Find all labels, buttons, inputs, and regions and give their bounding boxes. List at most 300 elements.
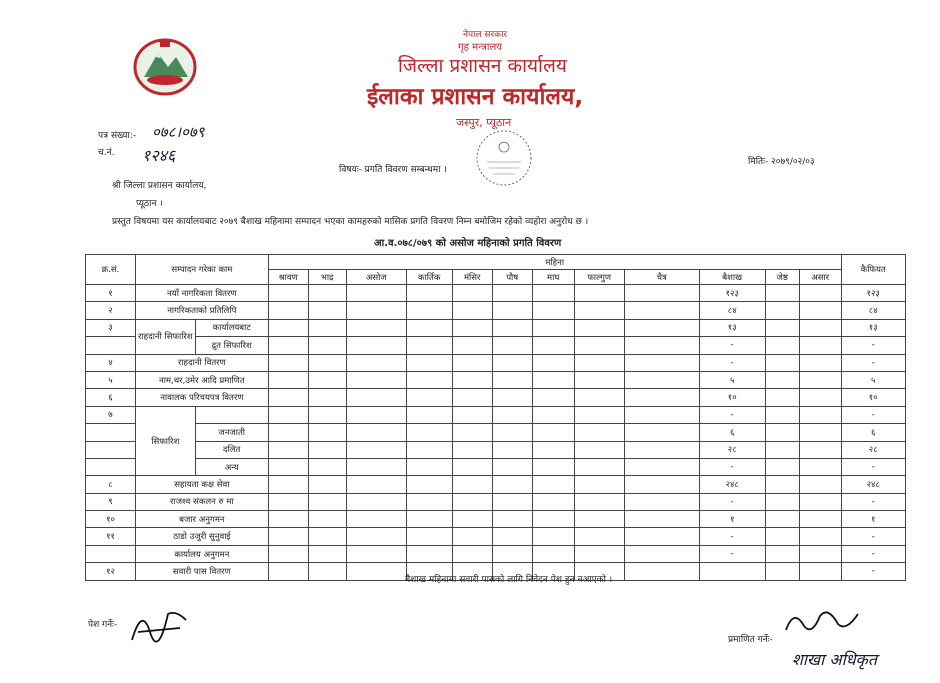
row-month-cell xyxy=(346,441,406,458)
dispatch-value: १२४६ xyxy=(142,146,176,165)
table-row xyxy=(86,285,906,302)
table-row xyxy=(86,511,906,528)
row-month-cell xyxy=(308,354,346,371)
row-month-cell xyxy=(346,319,406,336)
row-month-cell xyxy=(452,285,492,302)
row-month-cell xyxy=(406,493,452,510)
row-month-cell xyxy=(452,354,492,371)
row-month-cell xyxy=(308,337,346,354)
month-header-8: चैत्र xyxy=(624,270,699,285)
row-month-cell xyxy=(574,458,624,475)
row-month-cell xyxy=(799,371,841,388)
row-month-cell xyxy=(799,458,841,475)
ministry-label: गृह मन्त्रालय xyxy=(458,42,503,53)
row-month-cell xyxy=(624,389,699,406)
row-baishakh-value: १३ xyxy=(699,319,765,336)
row-sn: ३ xyxy=(86,319,136,336)
row-work: नागरिकताको प्रतिलिपि xyxy=(136,302,269,319)
row-baishakh-value: २८ xyxy=(699,441,765,458)
row-month-cell xyxy=(492,337,532,354)
row-group: सिफारिश xyxy=(136,406,196,476)
row-month-cell xyxy=(492,285,532,302)
row-baishakh-value: २४८ xyxy=(699,476,765,493)
row-baishakh-value: - xyxy=(699,354,765,371)
row-month-cell xyxy=(346,476,406,493)
ref-value: ०७८।०७९ xyxy=(152,123,205,141)
row-month-cell xyxy=(624,493,699,510)
row-month-cell xyxy=(492,389,532,406)
row-sn xyxy=(86,458,136,475)
row-month-cell xyxy=(268,389,308,406)
month-header-7: फाल्गुण xyxy=(574,270,624,285)
table-row xyxy=(86,424,906,441)
row-work: सवारी पास वितरण xyxy=(136,563,269,580)
row-month-cell xyxy=(532,528,574,545)
row-remark: - xyxy=(841,545,905,562)
row-month-cell xyxy=(799,424,841,441)
office-title-1: जिल्ला प्रशासन कार्यालय xyxy=(398,55,567,77)
row-work: बजार अनुगमन xyxy=(136,511,269,528)
row-month-cell xyxy=(452,424,492,441)
table-row xyxy=(86,476,906,493)
row-month-cell xyxy=(452,319,492,336)
addressee-line-1: श्री जिल्ला प्रशासन कार्यालय, xyxy=(112,181,207,191)
row-month-cell xyxy=(532,545,574,562)
row-month-cell xyxy=(452,511,492,528)
row-sn: ४ xyxy=(86,354,136,371)
row-work: कार्यालयबाट xyxy=(195,319,268,336)
row-month-cell xyxy=(532,424,574,441)
row-month-cell xyxy=(406,406,452,423)
row-sn: ५ xyxy=(86,371,136,388)
row-remark: ६ xyxy=(841,424,905,441)
row-month-cell xyxy=(452,476,492,493)
progress-table xyxy=(85,254,906,581)
row-month-cell xyxy=(346,337,406,354)
row-month-cell xyxy=(346,354,406,371)
office-stamp xyxy=(473,127,535,189)
row-month-cell xyxy=(452,545,492,562)
table-row xyxy=(86,441,906,458)
row-month-cell xyxy=(492,441,532,458)
row-month-cell xyxy=(268,319,308,336)
row-remark: १० xyxy=(841,389,905,406)
row-month-cell xyxy=(492,371,532,388)
header-work: सम्पादन गरेका काम xyxy=(136,255,269,285)
row-month-cell xyxy=(452,302,492,319)
letter-date: मितिः- २०७९/०२/०३ xyxy=(748,157,815,167)
row-sn: ११ xyxy=(86,528,136,545)
row-month-cell xyxy=(492,493,532,510)
header-remarks: कैफियत xyxy=(841,255,905,285)
row-remark: - xyxy=(841,528,905,545)
table-row xyxy=(86,337,906,354)
row-month-cell xyxy=(346,511,406,528)
row-remark: ५ xyxy=(841,371,905,388)
row-month-cell xyxy=(532,337,574,354)
row-baishakh-value: १ xyxy=(699,511,765,528)
row-month-cell xyxy=(406,545,452,562)
row-work: राजश्व संकलन रु मा xyxy=(136,493,269,510)
row-remark: - xyxy=(841,406,905,423)
row-remark: २४८ xyxy=(841,476,905,493)
table-row xyxy=(86,302,906,319)
month-header-1: भाद्र xyxy=(308,270,346,285)
row-month-cell xyxy=(268,545,308,562)
row-month-cell xyxy=(765,389,799,406)
table-row xyxy=(86,545,906,562)
nepal-emblem-logo xyxy=(130,35,200,97)
row-month-cell xyxy=(532,389,574,406)
row-month-cell xyxy=(308,406,346,423)
submitted-by-label: पेश गर्नेः- xyxy=(88,620,118,630)
row-baishakh-value: ८४ xyxy=(699,302,765,319)
row-month-cell xyxy=(406,424,452,441)
row-month-cell xyxy=(406,319,452,336)
row-month-cell xyxy=(492,302,532,319)
row-month-cell xyxy=(346,493,406,510)
row-month-cell xyxy=(532,406,574,423)
row-month-cell xyxy=(574,337,624,354)
row-month-cell xyxy=(346,545,406,562)
row-month-cell xyxy=(799,563,841,580)
row-month-cell xyxy=(492,406,532,423)
row-month-cell xyxy=(492,354,532,371)
row-month-cell xyxy=(452,389,492,406)
row-month-cell xyxy=(765,406,799,423)
table-row xyxy=(86,371,906,388)
row-month-cell xyxy=(765,476,799,493)
table-title: आ.व.०७८/०७९ को असोज महिनाको प्रगति विवरण xyxy=(374,238,562,249)
row-month-cell xyxy=(765,545,799,562)
row-sn: ७ xyxy=(86,406,136,423)
row-month-cell xyxy=(765,354,799,371)
row-sn: १० xyxy=(86,511,136,528)
row-work: कार्यालय अनुगमन xyxy=(136,545,269,562)
row-remark: २८ xyxy=(841,441,905,458)
row-remark: - xyxy=(841,458,905,475)
month-header-0: श्रावण xyxy=(268,270,308,285)
row-month-cell xyxy=(574,476,624,493)
row-month-cell xyxy=(406,389,452,406)
row-month-cell xyxy=(268,285,308,302)
row-sn: २ xyxy=(86,302,136,319)
row-work: द्रुत सिफारिश xyxy=(195,337,268,354)
row-month-cell xyxy=(268,441,308,458)
row-month-cell xyxy=(624,406,699,423)
row-baishakh-value: - xyxy=(699,458,765,475)
row-month-cell xyxy=(268,337,308,354)
row-month-cell xyxy=(268,302,308,319)
month-header-4: मंसिर xyxy=(452,270,492,285)
row-sn: १ xyxy=(86,285,136,302)
row-remark: १ xyxy=(841,511,905,528)
row-work: राहदानी वितरण xyxy=(136,354,269,371)
table-row xyxy=(86,528,906,545)
row-month-cell xyxy=(268,371,308,388)
row-baishakh-value: - xyxy=(699,337,765,354)
row-month-cell xyxy=(532,493,574,510)
row-month-cell xyxy=(765,441,799,458)
row-month-cell xyxy=(308,528,346,545)
month-header-9: बैशाख xyxy=(699,270,765,285)
row-baishakh-value: १० xyxy=(699,389,765,406)
row-month-cell xyxy=(799,285,841,302)
row-month-cell xyxy=(268,476,308,493)
row-month-cell xyxy=(268,493,308,510)
row-month-cell xyxy=(624,371,699,388)
row-month-cell xyxy=(406,476,452,493)
row-month-cell xyxy=(452,337,492,354)
month-header-5: पौष xyxy=(492,270,532,285)
row-month-cell xyxy=(308,389,346,406)
office-place: जस्पुर, प्यूठान xyxy=(456,116,512,129)
row-month-cell xyxy=(532,441,574,458)
row-month-cell xyxy=(624,476,699,493)
row-month-cell xyxy=(532,285,574,302)
row-sn: ९ xyxy=(86,493,136,510)
row-month-cell xyxy=(346,389,406,406)
row-work: नावालक परिचयपत्र वितरण xyxy=(136,389,269,406)
row-month-cell xyxy=(492,476,532,493)
row-month-cell xyxy=(624,337,699,354)
row-baishakh-value xyxy=(699,563,765,580)
row-month-cell xyxy=(308,424,346,441)
row-month-cell xyxy=(346,285,406,302)
month-header-2: असोज xyxy=(346,270,406,285)
table-row xyxy=(86,319,906,336)
row-work: नयाँ नागरिकता वितरण xyxy=(136,285,269,302)
row-month-cell xyxy=(799,441,841,458)
row-month-cell xyxy=(624,458,699,475)
row-month-cell xyxy=(308,302,346,319)
table-note: बैशाख महिनामा सवारी पासको लागि निवेदन पेश हुन नआएको । xyxy=(405,575,613,585)
row-month-cell xyxy=(452,406,492,423)
table-row xyxy=(86,458,906,475)
row-month-cell xyxy=(308,563,346,580)
row-baishakh-value: - xyxy=(699,545,765,562)
row-sn: १२ xyxy=(86,563,136,580)
row-baishakh-value: - xyxy=(699,528,765,545)
row-work: दलित xyxy=(195,441,268,458)
row-month-cell xyxy=(308,493,346,510)
submitter-signature xyxy=(128,602,190,650)
certifier-title: शाखा अधिकृत xyxy=(792,650,877,669)
header-month: महिना xyxy=(268,255,841,270)
row-month-cell xyxy=(574,389,624,406)
row-baishakh-value: ६ xyxy=(699,424,765,441)
dispatch-label: च.नं. xyxy=(98,148,115,158)
row-month-cell xyxy=(799,511,841,528)
row-month-cell xyxy=(765,493,799,510)
row-month-cell xyxy=(346,563,406,580)
row-month-cell xyxy=(799,406,841,423)
row-month-cell xyxy=(765,528,799,545)
row-month-cell xyxy=(799,493,841,510)
row-work: ठाडो उजुरी सुनुवाई xyxy=(136,528,269,545)
row-month-cell xyxy=(799,337,841,354)
row-work: अन्य xyxy=(195,458,268,475)
row-month-cell xyxy=(765,424,799,441)
row-month-cell xyxy=(308,441,346,458)
row-month-cell xyxy=(574,441,624,458)
row-month-cell xyxy=(799,476,841,493)
table-row xyxy=(86,406,906,423)
row-month-cell xyxy=(765,371,799,388)
row-month-cell xyxy=(308,458,346,475)
row-month-cell xyxy=(268,458,308,475)
month-header-3: कार्तिक xyxy=(406,270,452,285)
row-month-cell xyxy=(574,493,624,510)
row-month-cell xyxy=(574,319,624,336)
row-month-cell xyxy=(765,285,799,302)
row-month-cell xyxy=(308,545,346,562)
row-month-cell xyxy=(268,406,308,423)
row-month-cell xyxy=(574,354,624,371)
row-month-cell xyxy=(346,424,406,441)
row-month-cell xyxy=(268,511,308,528)
row-month-cell xyxy=(765,511,799,528)
row-group: राहदानी सिफारिश xyxy=(136,319,196,354)
table-row xyxy=(86,493,906,510)
row-month-cell xyxy=(799,545,841,562)
row-month-cell xyxy=(624,285,699,302)
row-month-cell xyxy=(532,354,574,371)
row-work xyxy=(195,406,268,423)
row-month-cell xyxy=(799,389,841,406)
row-month-cell xyxy=(574,424,624,441)
month-header-11: असार xyxy=(799,270,841,285)
row-month-cell xyxy=(799,354,841,371)
row-month-cell xyxy=(452,493,492,510)
row-month-cell xyxy=(406,302,452,319)
row-baishakh-value: - xyxy=(699,406,765,423)
row-month-cell xyxy=(308,511,346,528)
row-month-cell xyxy=(346,371,406,388)
row-month-cell xyxy=(492,319,532,336)
row-month-cell xyxy=(532,476,574,493)
row-month-cell xyxy=(452,528,492,545)
row-month-cell xyxy=(574,545,624,562)
row-month-cell xyxy=(492,511,532,528)
row-month-cell xyxy=(624,511,699,528)
row-baishakh-value: १२३ xyxy=(699,285,765,302)
row-month-cell xyxy=(308,476,346,493)
row-month-cell xyxy=(346,302,406,319)
row-month-cell xyxy=(624,528,699,545)
row-sn xyxy=(86,337,136,354)
row-month-cell xyxy=(268,528,308,545)
row-month-cell xyxy=(268,354,308,371)
row-month-cell xyxy=(308,285,346,302)
ref-label: पत्र संख्या:- xyxy=(98,131,137,141)
row-month-cell xyxy=(406,337,452,354)
gov-label: नेपाल सरकार xyxy=(463,30,508,40)
row-month-cell xyxy=(532,302,574,319)
row-month-cell xyxy=(574,511,624,528)
row-month-cell xyxy=(799,319,841,336)
row-month-cell xyxy=(765,319,799,336)
row-month-cell xyxy=(406,528,452,545)
header-sn: क्र.सं. xyxy=(86,255,136,285)
table-row xyxy=(86,354,906,371)
row-month-cell xyxy=(532,511,574,528)
row-sn: ६ xyxy=(86,389,136,406)
row-month-cell xyxy=(624,545,699,562)
row-month-cell xyxy=(406,511,452,528)
row-month-cell xyxy=(624,563,699,580)
row-month-cell xyxy=(406,458,452,475)
row-remark: - xyxy=(841,563,905,580)
month-header-10: जेष्ठ xyxy=(765,270,799,285)
row-month-cell xyxy=(624,424,699,441)
row-month-cell xyxy=(765,302,799,319)
row-month-cell xyxy=(492,545,532,562)
row-month-cell xyxy=(492,528,532,545)
row-month-cell xyxy=(624,302,699,319)
row-month-cell xyxy=(268,424,308,441)
row-month-cell xyxy=(406,354,452,371)
row-remark: १३ xyxy=(841,319,905,336)
row-baishakh-value: ५ xyxy=(699,371,765,388)
row-month-cell xyxy=(574,371,624,388)
row-month-cell xyxy=(452,441,492,458)
row-month-cell xyxy=(624,354,699,371)
row-month-cell xyxy=(492,424,532,441)
row-month-cell xyxy=(346,406,406,423)
row-sn xyxy=(86,441,136,458)
row-baishakh-value: - xyxy=(699,493,765,510)
row-month-cell xyxy=(765,337,799,354)
row-month-cell xyxy=(308,371,346,388)
month-header-6: माघ xyxy=(532,270,574,285)
row-month-cell xyxy=(799,528,841,545)
row-remark: - xyxy=(841,337,905,354)
row-remark: ८४ xyxy=(841,302,905,319)
table-row xyxy=(86,389,906,406)
row-remark: - xyxy=(841,354,905,371)
subject-line: विषयः- प्रगति विवरण सम्बन्धमा । xyxy=(339,165,447,175)
row-month-cell xyxy=(574,406,624,423)
row-month-cell xyxy=(532,319,574,336)
row-month-cell xyxy=(574,302,624,319)
row-month-cell xyxy=(308,319,346,336)
row-month-cell xyxy=(574,528,624,545)
letter-body: प्रस्तुत विषयमा यस कार्यालयबाट २०७९ बैशाख महिनामा सम्पादन भएका कामहरुको मासिक प्रगति विवरण निम्न बमोजिम रहेको व्यहोरा अनुरोध छ । xyxy=(112,217,589,227)
row-work: जनजाती xyxy=(195,424,268,441)
row-remark: - xyxy=(841,493,905,510)
row-month-cell xyxy=(574,285,624,302)
row-month-cell xyxy=(532,371,574,388)
office-title-2: ईलाका प्रशासन कार्यालय, xyxy=(367,84,584,110)
row-sn xyxy=(86,545,136,562)
row-sn: ८ xyxy=(86,476,136,493)
row-month-cell xyxy=(799,302,841,319)
row-work: नाम,थर,उमेर आदि प्रमाणित xyxy=(136,371,269,388)
row-month-cell xyxy=(406,371,452,388)
row-month-cell xyxy=(452,371,492,388)
row-month-cell xyxy=(765,458,799,475)
row-month-cell xyxy=(452,458,492,475)
row-work: सहायता कक्ष सेवा xyxy=(136,476,269,493)
row-month-cell xyxy=(532,458,574,475)
row-sn xyxy=(86,424,136,441)
row-month-cell xyxy=(268,563,308,580)
certified-by-label: प्रमाणित गर्नेः- xyxy=(728,635,773,645)
row-month-cell xyxy=(406,285,452,302)
row-month-cell xyxy=(346,458,406,475)
row-month-cell xyxy=(346,528,406,545)
